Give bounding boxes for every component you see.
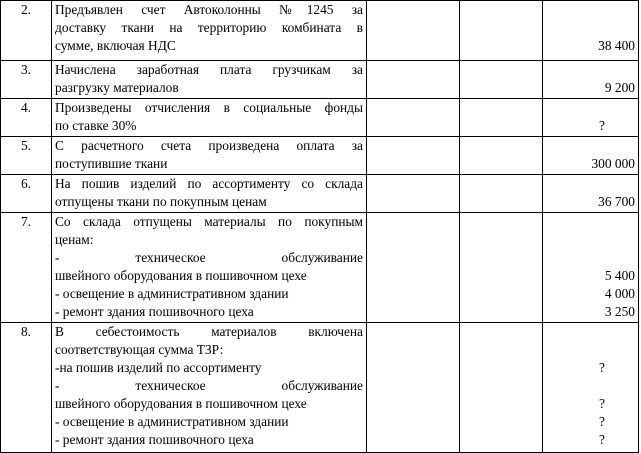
row-number: 7. — [1, 213, 52, 323]
row-number: 4. — [1, 99, 52, 137]
debit-cell — [367, 175, 460, 213]
credit-cell — [460, 99, 543, 137]
amount-value: 9 200 — [604, 80, 635, 95]
credit-cell — [460, 1, 543, 61]
amount-value: 5 400 — [604, 268, 635, 283]
operation-description: Предъявлен счет Автоколонны №1245 за доставку ткани на территорию комбината в сумме, включая НДС — [52, 1, 367, 61]
amount-value: ? — [599, 396, 605, 411]
amount-cell — [543, 1, 639, 61]
debit-cell — [367, 61, 460, 99]
amount-cell — [543, 99, 639, 137]
table-row — [1, 137, 639, 175]
row-number: 8. — [1, 323, 52, 453]
operation-description: В себестоимость материалов включена соответствующая сумма ТЗР: -на пошив изделий по ассортименту - техническое обслуживание швейного оборудования в пошивочном цехе - освещение в административном здании - ремонт здания пошивочного цеха — [52, 323, 367, 453]
debit-cell — [367, 137, 460, 175]
table-row — [1, 61, 639, 99]
operation-description: На пошив изделий по ассортименту со склада отпущены ткани по покупным ценам — [52, 175, 367, 213]
debit-cell — [367, 323, 460, 453]
debit-cell — [367, 213, 460, 323]
credit-cell — [460, 213, 543, 323]
amount-value: 3 250 — [604, 304, 635, 319]
credit-cell — [460, 137, 543, 175]
credit-cell — [460, 323, 543, 453]
amount-value: ? — [599, 360, 605, 375]
row-number: 2. — [1, 1, 52, 61]
row-number: 5. — [1, 137, 52, 175]
operation-description: С расчетного счета произведена оплата за поступившие ткани — [52, 137, 367, 175]
amount-value: 38 400 — [598, 38, 635, 53]
table-row — [1, 99, 639, 137]
amount-value: ? — [599, 118, 605, 133]
amount-value: 36 700 — [598, 194, 635, 209]
amount-value: 300 000 — [591, 156, 635, 171]
operation-description: Начислена заработная плата грузчикам за разгрузку материалов — [52, 61, 367, 99]
table-row — [1, 175, 639, 213]
operation-description: Со склада отпущены материалы по покупным ценам: - техническое обслуживание швейного оборудования в пошивочном цехе - освещение в административном здании - ремонт здания пошивочного цеха — [52, 213, 367, 323]
amount-value: ? — [599, 432, 605, 447]
amount-cell — [543, 137, 639, 175]
table-row — [1, 213, 639, 323]
amount-value: 4 000 — [604, 286, 635, 301]
row-number: 3. — [1, 61, 52, 99]
debit-cell — [367, 99, 460, 137]
amount-cell — [543, 61, 639, 99]
amount-cell — [543, 175, 639, 213]
credit-cell — [460, 175, 543, 213]
credit-cell — [460, 61, 543, 99]
amount-cell — [543, 213, 639, 323]
amount-value: ? — [599, 414, 605, 429]
debit-cell — [367, 1, 460, 61]
table-row — [1, 323, 639, 453]
table-row — [1, 1, 639, 61]
operation-description: Произведены отчисления в социальные фонды по ставке 30% — [52, 99, 367, 137]
row-number: 6. — [1, 175, 52, 213]
amount-cell — [543, 323, 639, 453]
